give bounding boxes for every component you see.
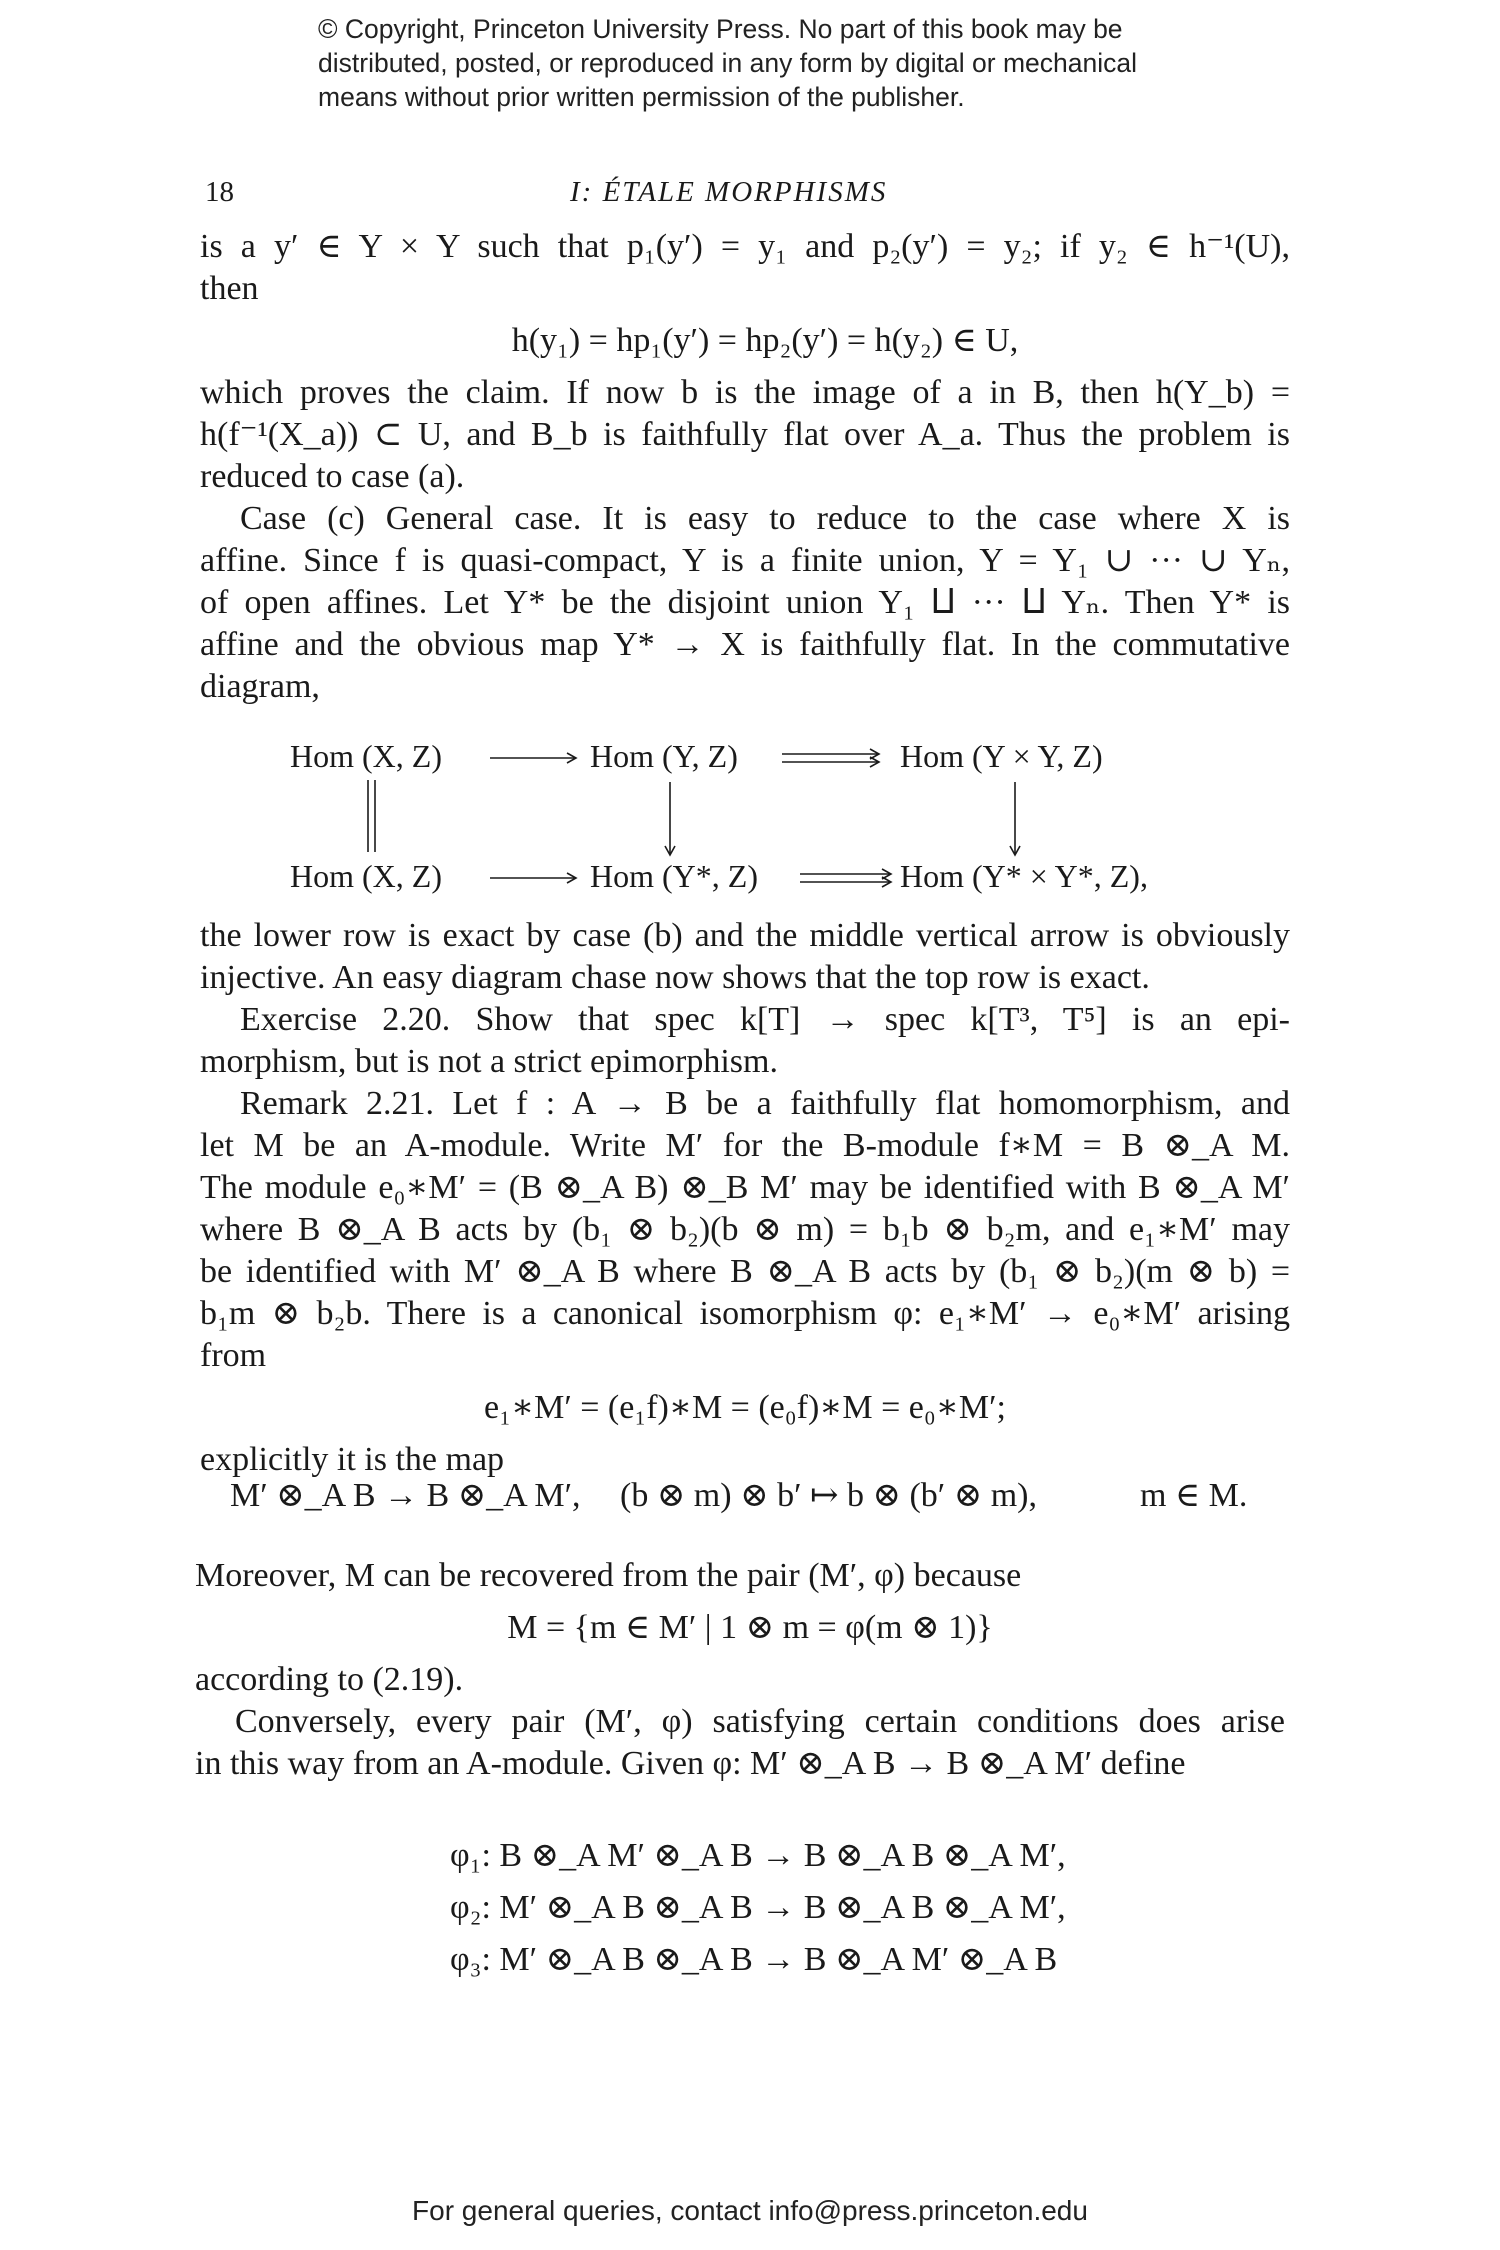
double-arrow-icon: [800, 869, 891, 887]
running-head: [0, 176, 1500, 216]
display-equation: M = {m ∈ M′ | 1 ⊗ m = φ(m ⊗ 1)}: [507, 1609, 993, 1646]
diagram-node: Hom (Y* × Y*, Z),: [900, 858, 1148, 894]
text-line: Case (c) General case. It is easy to reduce to the case where X is: [240, 500, 1290, 537]
text-line: diagram,: [200, 668, 320, 705]
text-line: Remark 2.21. Let f : A → B be a faithfully flat homomorphism, and: [240, 1085, 1290, 1122]
text-line: reduced to case (a).: [200, 458, 465, 495]
display-equation: e₁∗M′ = (e₁f)∗M = (e₀f)∗M = e₀∗M′;: [484, 1389, 1006, 1426]
text-line: The module e₀∗M′ = (B ⊗_A B) ⊗_B M′ may be identified with B ⊗_A M′: [200, 1169, 1290, 1206]
map-rule: (b ⊗ m) ⊗ b′ ↦ b ⊗ (b′ ⊗ m),: [620, 1477, 1037, 1514]
text-line: which proves the claim. If now b is the image of a in B, then h(Y_b) =: [200, 374, 1290, 411]
arrow-right-icon: [490, 753, 576, 763]
text-line: according to (2.19).: [195, 1661, 464, 1698]
text-line: morphism, but is not a strict epimorphism.: [200, 1043, 778, 1080]
display-equation: h(y₁) = hp₁(y′) = hp₂(y′) = h(y₂) ∈ U,: [511, 322, 1019, 359]
text-line: affine and the obvious map Y* → X is faithfully flat. In the commutative: [200, 626, 1290, 663]
text-line: let M be an A-module. Write M′ for the B-module f∗M = B ⊗_A M.: [200, 1127, 1290, 1164]
diagram-node: Hom (Y × Y, Z): [900, 738, 1103, 774]
commutative-diagram: [290, 730, 1190, 894]
page-number: 18: [205, 176, 234, 208]
map-equation: [195, 1465, 1295, 1527]
diagram-node: Hom (Y*, Z): [590, 858, 758, 894]
copyright-notice: [318, 12, 1278, 114]
display-equation: φ₂: M′ ⊗_A B ⊗_A B → B ⊗_A B ⊗_A M′,: [450, 1889, 1066, 1926]
map-source: M′ ⊗_A B → B ⊗_A M′,: [230, 1477, 581, 1514]
display-equation: φ₃: M′ ⊗_A B ⊗_A B → B ⊗_A M′ ⊗_A B: [450, 1941, 1058, 1978]
diagram-node: Hom (X, Z): [290, 738, 442, 774]
equality-vertical-icon: [368, 780, 375, 852]
arrow-down-icon: [1010, 782, 1020, 855]
diagram-node: Hom (Y, Z): [590, 738, 738, 774]
diagram-arrows: [290, 730, 1190, 890]
map-domain: m ∈ M.: [1140, 1477, 1248, 1514]
text-line: Exercise 2.20. Show that spec k[T] → spec k[T³, T⁵] is an epi-: [240, 1001, 1290, 1038]
text-line: Moreover, M can be recovered from the pair (M′, φ) because: [195, 1557, 1022, 1594]
text-line: then: [200, 270, 259, 307]
text-line: b₁m ⊗ b₂b. There is a canonical isomorphism φ: e₁∗M′ → e₀∗M′ arising: [200, 1295, 1290, 1332]
text-line: affine. Since f is quasi-compact, Y is a finite union, Y = Y₁ ∪ ··· ∪ Yₙ,: [200, 542, 1290, 579]
text-line: of open affines. Let Y* be the disjoint union Y₁ ⨿ ··· ⨿ Yₙ. Then Y* is: [200, 584, 1290, 621]
diagram-node: Hom (X, Z): [290, 858, 442, 894]
text-line: injective. An easy diagram chase now shows that the top row is exact.: [200, 959, 1150, 996]
copyright-line: distributed, posted, or reproduced in any form by digital or mechanical: [318, 48, 1137, 78]
text-line: be identified with M′ ⊗_A B where B ⊗_A B acts by (b₁ ⊗ b₂)(m ⊗ b) =: [200, 1253, 1290, 1290]
display-equation: φ₁: B ⊗_A M′ ⊗_A B → B ⊗_A B ⊗_A M′,: [450, 1837, 1066, 1874]
phi-definitions: [450, 1830, 1150, 1986]
text-line: from: [200, 1337, 267, 1374]
chapter-title: I: ÉTALE MORPHISMS: [570, 176, 888, 208]
arrow-right-icon: [490, 873, 576, 883]
text-block-3: [195, 1555, 1285, 1785]
text-line: in this way from an A-module. Given φ: M′ ⊗_A B → B ⊗_A M′ define: [195, 1745, 1186, 1782]
text-line: explicitly it is the map: [200, 1441, 505, 1478]
text-line: is a y′ ∈ Y × Y such that p₁(y′) = y₁ and p₂(y′) = y₂; if y₂ ∈ h⁻¹(U),: [200, 228, 1290, 265]
footer-contact: For general queries, contact info@press.princeton.edu: [412, 2195, 1088, 2226]
copyright-line: means without prior written permission of the publisher.: [318, 82, 965, 112]
copyright-line: © Copyright, Princeton University Press. No part of this book may be: [318, 14, 1123, 44]
arrow-down-icon: [665, 782, 675, 855]
double-arrow-icon: [782, 749, 879, 767]
text-line: Conversely, every pair (M′, φ) satisfying certain conditions does arise: [235, 1703, 1285, 1740]
text-block-2: [200, 915, 1290, 1481]
text-line: where B ⊗_A B acts by (b₁ ⊗ b₂)(b ⊗ m) = b₁b ⊗ b₂m, and e₁∗M′ may: [200, 1211, 1290, 1248]
text-line: h(f⁻¹(X_a)) ⊂ U, and B_b is faithfully flat over A_a. Thus the problem is: [200, 416, 1290, 453]
text-line: the lower row is exact by case (b) and the middle vertical arrow is obviously: [200, 917, 1290, 954]
text-block-1: [200, 226, 1290, 708]
